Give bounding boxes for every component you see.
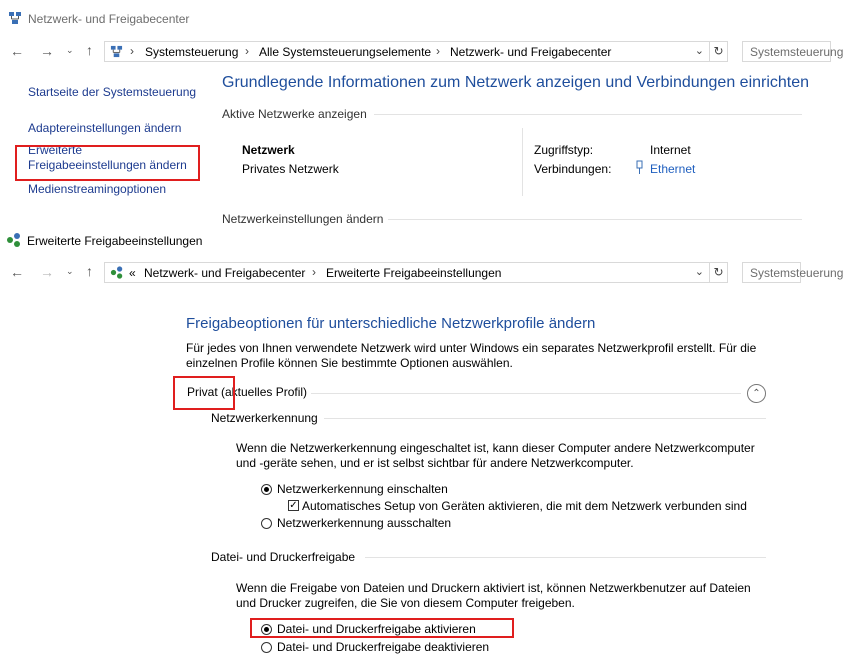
back-arrow-icon[interactable]: ←: [10, 264, 24, 280]
network-center-icon: [110, 45, 123, 58]
collapse-icon[interactable]: ⌃: [747, 384, 766, 403]
address-bar[interactable]: [104, 262, 710, 283]
auto-setup-label[interactable]: Automatisches Setup von Geräten aktivieren, die mit dem Netzwerk verbunden sind: [302, 499, 747, 513]
search-input[interactable]: Systemsteuerung: [742, 262, 801, 283]
ethernet-link[interactable]: Ethernet: [650, 162, 696, 176]
advanced-sharing-icon: [110, 266, 124, 279]
forward-arrow-icon[interactable]: →: [40, 264, 54, 280]
breadcrumb-item[interactable]: Netzwerk- und Freigabecenter: [144, 266, 306, 280]
recent-dropdown-chevron-icon[interactable]: ⌄: [66, 266, 74, 276]
intro-text-line1: Für jedes von Ihnen verwendete Netzwerk wird unter Windows ein separates Netzwerkprofil erstellt. Für die: [186, 341, 757, 355]
intro-text-line2: einzelnen Profile können Sie bestimmte Optionen auswählen.: [186, 356, 513, 370]
sidebar-link-advanced-line2[interactable]: Freigabeeinstellungen ändern: [28, 158, 187, 172]
sharing-off-label[interactable]: Datei- und Druckerfreigabe deaktivieren: [277, 640, 490, 654]
discovery-on-label[interactable]: Netzwerkerkennung einschalten: [277, 482, 448, 496]
highlight-sharing-on: [250, 618, 514, 638]
network-name: Netzwerk: [242, 143, 295, 157]
discovery-section-title: Netzwerkerkennung: [211, 411, 318, 425]
page-title: Freigabeoptionen für unterschiedliche Netzwerkprofile ändern: [186, 315, 596, 332]
breadcrumb-overflow[interactable]: «: [129, 266, 136, 280]
breadcrumb-separator-icon: ›: [312, 265, 316, 279]
refresh-button[interactable]: [709, 41, 728, 62]
back-arrow-icon[interactable]: ←: [10, 43, 24, 59]
breadcrumb-separator-icon: ›: [130, 44, 134, 58]
change-settings-label: Netzwerkeinstellungen ändern: [222, 212, 384, 226]
refresh-icon: ↻: [713, 265, 724, 279]
window2-title: Erweiterte Freigabeeinstellungen: [27, 234, 203, 248]
sharing-desc-line1: Wenn die Freigabe von Dateien und Druckern aktiviert ist, können Netzwerkbenutzer auf Dateien: [236, 581, 751, 595]
up-arrow-icon[interactable]: ↑: [86, 42, 93, 58]
dropdown-chevron-icon[interactable]: ⌄: [694, 266, 704, 278]
highlight-advanced-link: [15, 145, 200, 181]
refresh-icon: ↻: [713, 44, 724, 58]
highlight-profile: [173, 376, 235, 410]
search-input[interactable]: Systemsteuerung: [742, 41, 831, 62]
discovery-off-label[interactable]: Netzwerkerkennung ausschalten: [277, 516, 452, 530]
discovery-desc-line1: Wenn die Netzwerkerkennung eingeschaltet ist, kann dieser Computer andere Netzwerkcomputer: [236, 441, 755, 455]
sidebar-link-advanced-line1[interactable]: Erweiterte: [28, 143, 83, 157]
auto-setup-checkbox[interactable]: ✓: [289, 500, 298, 511]
forward-arrow-icon[interactable]: →: [40, 43, 54, 59]
access-type-label: Zugriffstyp:: [534, 143, 594, 157]
connections-label: Verbindungen:: [534, 162, 612, 176]
sidebar-link-home[interactable]: Startseite der Systemsteuerung: [28, 85, 197, 99]
divider: [324, 418, 766, 419]
recent-dropdown-chevron-icon[interactable]: ⌄: [66, 45, 74, 55]
sharing-section-title: Datei- und Druckerfreigabe: [211, 550, 356, 564]
window1-title: Netzwerk- und Freigabecenter: [28, 12, 190, 26]
discovery-on-radio[interactable]: [261, 484, 272, 495]
sidebar-link-adapter[interactable]: Adaptereinstellungen ändern: [28, 121, 182, 135]
sharing-off-radio[interactable]: [261, 642, 272, 653]
vertical-divider: [522, 128, 523, 196]
up-arrow-icon[interactable]: ↑: [86, 263, 93, 279]
discovery-desc-line2: und -geräte sehen, und er ist selbst sichtbar für andere Netzwerkcomputer.: [236, 456, 634, 470]
sharing-on-label[interactable]: Datei- und Druckerfreigabe aktivieren: [277, 622, 476, 636]
discovery-off-radio[interactable]: [261, 518, 272, 529]
address-bar[interactable]: [104, 41, 710, 62]
dropdown-chevron-icon[interactable]: ⌄: [694, 45, 704, 57]
refresh-button[interactable]: [709, 262, 728, 283]
divider: [388, 219, 802, 220]
page-title: Grundlegende Informationen zum Netzwerk anzeigen und Verbindungen einrichten: [222, 74, 810, 91]
advanced-sharing-icon: [6, 233, 22, 247]
breadcrumb-separator-icon: ›: [436, 44, 440, 58]
breadcrumb-item[interactable]: Erweiterte Freigabeeinstellungen: [326, 266, 502, 280]
breadcrumb-item[interactable]: Systemsteuerung: [145, 45, 239, 59]
sharing-desc-line2: und Drucker zugreifen, die Sie von diesem Computer freigeben.: [236, 596, 575, 610]
window1-title-icon: [8, 11, 22, 25]
divider: [374, 114, 802, 115]
divider: [365, 557, 766, 558]
active-networks-label: Aktive Netzwerke anzeigen: [222, 107, 367, 121]
profile-label[interactable]: Privat (aktuelles Profil): [187, 385, 308, 399]
network-center-icon: [8, 11, 22, 25]
ethernet-icon: [635, 161, 644, 174]
divider: [311, 393, 741, 394]
sidebar-link-media[interactable]: Medienstreamingoptionen: [28, 182, 167, 196]
breadcrumb-separator-icon: ›: [245, 44, 249, 58]
breadcrumb-item[interactable]: Netzwerk- und Freigabecenter: [450, 45, 612, 59]
breadcrumb-item[interactable]: Alle Systemsteuerungselemente: [259, 45, 432, 59]
access-type-value: Internet: [650, 143, 691, 157]
network-type: Privates Netzwerk: [242, 162, 339, 176]
